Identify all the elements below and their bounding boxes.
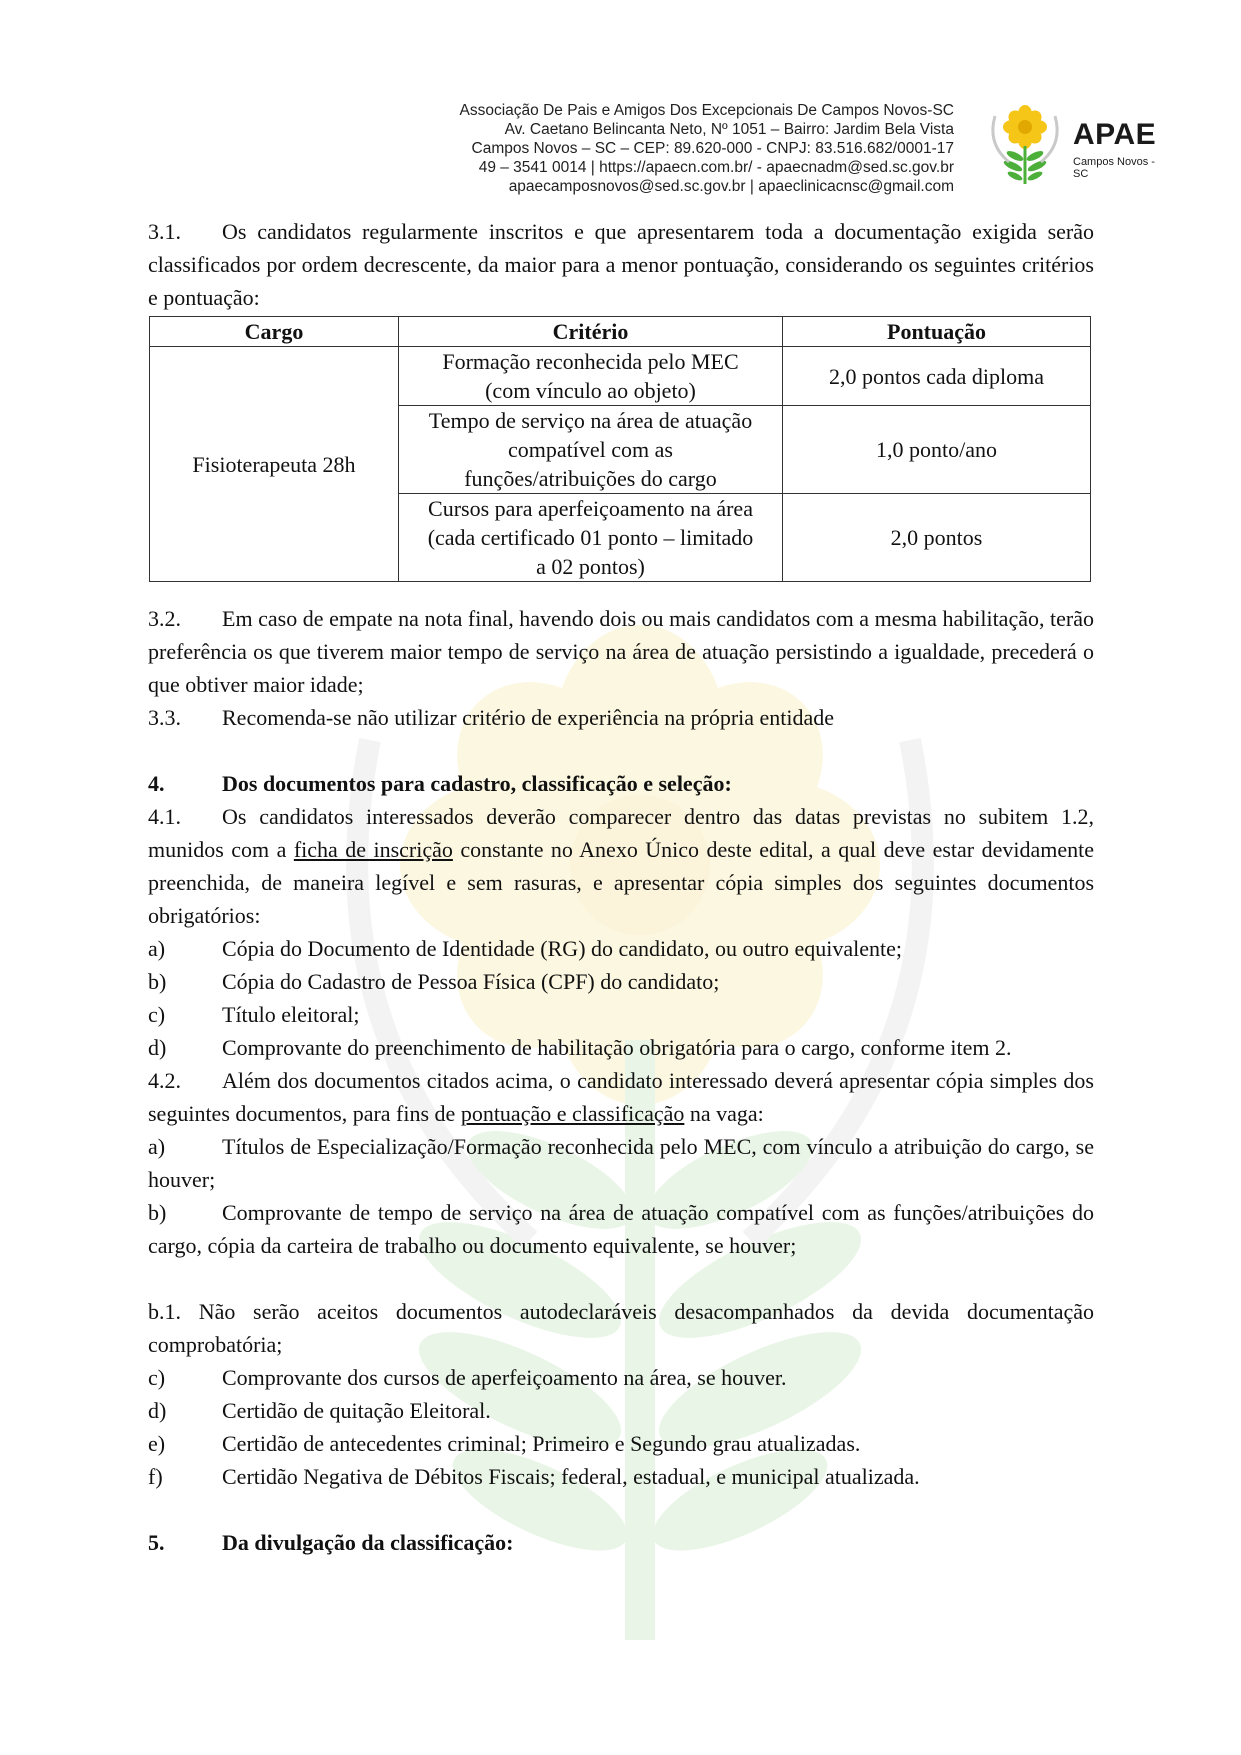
table-row: [150, 347, 1091, 406]
list-label: f): [148, 1464, 163, 1489]
list-item: [148, 1361, 1094, 1394]
section-number: 5.: [148, 1530, 165, 1555]
list-text: Título eleitoral;: [222, 1002, 360, 1027]
list-text: Comprovante de tempo de serviço na área de atuação compatível com as funções/atribuições do cargo, cópia da carteira de trabalho ou documento equivalente, se houver;: [148, 1200, 1094, 1258]
list-text: Certidão de antecedentes criminal; Primeiro e Segundo grau atualizadas.: [222, 1431, 861, 1456]
paragraph-text: Os candidatos interessados deverão comparecer dentro das datas previstas no subitem 1.2, munidos com a: [148, 804, 1094, 862]
table-header-row: [150, 317, 1091, 347]
list-text: Certidão de quitação Eleitoral.: [222, 1398, 491, 1423]
list-item: [148, 1130, 1094, 1196]
paragraph-text: Recomenda-se não utilizar critério de experiência na própria entidade: [222, 705, 835, 730]
list-item: [148, 1031, 1094, 1064]
list-text: Certidão Negativa de Débitos Fiscais; federal, estadual, e municipal atualizada.: [222, 1464, 920, 1489]
table-cell-criterio: [399, 406, 783, 494]
criterio-line: (cada certificado 01 ponto – limitado: [427, 525, 754, 550]
section-number: 4.1.: [148, 804, 181, 829]
section-number: 4.: [148, 771, 165, 796]
list-label: c): [148, 1002, 166, 1027]
section-heading-5: [148, 1526, 1094, 1559]
list-label: d): [148, 1398, 167, 1423]
table-header-cell: Pontuação: [783, 317, 1091, 347]
list-text: Cópia do Documento de Identidade (RG) do candidato, ou outro equivalente;: [222, 936, 902, 961]
criterio-line: a 02 pontos): [536, 554, 645, 579]
section-number: 3.2.: [148, 606, 181, 631]
list-item: [148, 1460, 1094, 1493]
table-cell-pontuacao: 2,0 pontos cada diploma: [783, 347, 1091, 406]
list-item: [148, 1394, 1094, 1427]
table-header-cell: Cargo: [150, 317, 399, 347]
list-label: c): [148, 1365, 166, 1390]
paragraph-b-1: b.1. Não serão aceitos documentos autodeclaráveis desacompanhados da devida documentação comprobatória;: [148, 1299, 1094, 1357]
list-label: e): [148, 1431, 166, 1456]
list-text: Títulos de Especialização/Formação reconhecida pelo MEC, com vínculo a atribuição do cargo, se houver;: [148, 1134, 1094, 1192]
logo-subtext: Campos Novos - SC: [1073, 156, 1155, 180]
header-line-address: Av. Caetano Belincanta Neto, Nº 1051 – Bairro: Jardim Bela Vista: [504, 121, 954, 138]
header-line-contact: 49 – 3541 0014 | https://apaecn.com.br/ - apaecnadm@sed.sc.gov.br: [478, 159, 954, 176]
table-cell-cargo: Fisioterapeuta 28h: [150, 347, 399, 582]
list-item: [148, 998, 1094, 1031]
paragraph-4-2: [148, 1064, 1094, 1130]
criterio-line: Formação reconhecida pelo MEC: [442, 349, 739, 374]
paragraph-text: constante no Anexo Único deste edital, a qual deve estar devidamente preenchida, de maneira legível e sem rasuras, e apresentar cópia simples dos seguintes documentos obrigatórios:: [148, 837, 1094, 928]
header-line-org: Associação De Pais e Amigos Dos Excepcionais De Campos Novos-SC: [459, 102, 954, 119]
apae-logo: [985, 104, 1165, 186]
section-number: 4.2.: [148, 1068, 181, 1093]
table-cell-pontuacao: 2,0 pontos: [783, 494, 1091, 582]
list-text: Comprovante dos cursos de aperfeiçoamento na área, se houver.: [222, 1365, 787, 1390]
section-title: Da divulgação da classificação:: [222, 1530, 514, 1555]
table-cell-criterio: [399, 347, 783, 406]
section-number: 3.3.: [148, 705, 181, 730]
paragraph-text: Além dos documentos citados acima, o candidato interessado deverá apresentar cópia simples dos seguintes documentos, para fins de: [148, 1068, 1094, 1126]
list-label: a): [148, 1134, 166, 1159]
list-label: a): [148, 936, 166, 961]
list-label: b): [148, 969, 167, 994]
header-address-block: [460, 101, 955, 196]
paragraph-text: Os candidatos regularmente inscritos e que apresentarem toda a documentação exigida serão classificados por ordem decrescente, da maior para a menor pontuação, considerando os seguintes critérios e pontuação:: [148, 219, 1094, 310]
criterio-line: Cursos para aperfeiçoamento na área: [428, 496, 753, 521]
section-title: Dos documentos para cadastro, classificação e seleção:: [222, 771, 732, 796]
criterio-line: Tempo de serviço na área de atuação: [428, 408, 753, 433]
criteria-table: [149, 316, 1091, 582]
criterio-line: compatível com as: [508, 437, 673, 462]
header-line-email: apaecamposnovos@sed.sc.gov.br | apaeclinicacnsc@gmail.com: [508, 178, 954, 195]
paragraph-text: Em caso de empate na nota final, havendo dois ou mais candidatos com a mesma habilitação, terão preferência os que tiverem maior tempo de serviço na área de atuação persistindo a igualdade, precederá o que obtiver maior idade;: [148, 606, 1094, 697]
logo-text: APAE: [1073, 118, 1157, 151]
table-cell-criterio: [399, 494, 783, 582]
paragraph-3-1: [148, 215, 1094, 314]
paragraph-text: na vaga:: [684, 1101, 764, 1126]
list-text: Cópia do Cadastro de Pessoa Física (CPF) do candidato;: [222, 969, 720, 994]
criterio-line: (com vínculo ao objeto): [485, 378, 696, 403]
table-cell-pontuacao: 1,0 ponto/ano: [783, 406, 1091, 494]
paragraph-3-2: [148, 602, 1094, 701]
underlined-term: ficha de inscrição: [293, 837, 453, 862]
list-label: b): [148, 1200, 167, 1225]
header-line-cep: Campos Novos – SC – CEP: 89.620-000 - CNPJ: 83.516.682/0001-17: [471, 140, 954, 157]
list-item: [148, 1196, 1094, 1262]
apae-flower-icon: [985, 104, 1065, 186]
table-header-cell: Critério: [399, 317, 783, 347]
underlined-term: pontuação e classificação: [460, 1101, 685, 1126]
section-number: 3.1.: [148, 219, 181, 244]
list-item: [148, 932, 1094, 965]
list-label: d): [148, 1035, 167, 1060]
paragraph-4-1: [148, 800, 1094, 932]
paragraph-3-3: [148, 701, 1094, 734]
section-heading-4: [148, 767, 1094, 800]
list-item: [148, 965, 1094, 998]
list-text: Comprovante do preenchimento de habilitação obrigatória para o cargo, conforme item 2.: [222, 1035, 1012, 1060]
document-body: [148, 215, 1094, 1559]
criterio-line: funções/atribuições do cargo: [464, 466, 717, 491]
list-item: [148, 1427, 1094, 1460]
